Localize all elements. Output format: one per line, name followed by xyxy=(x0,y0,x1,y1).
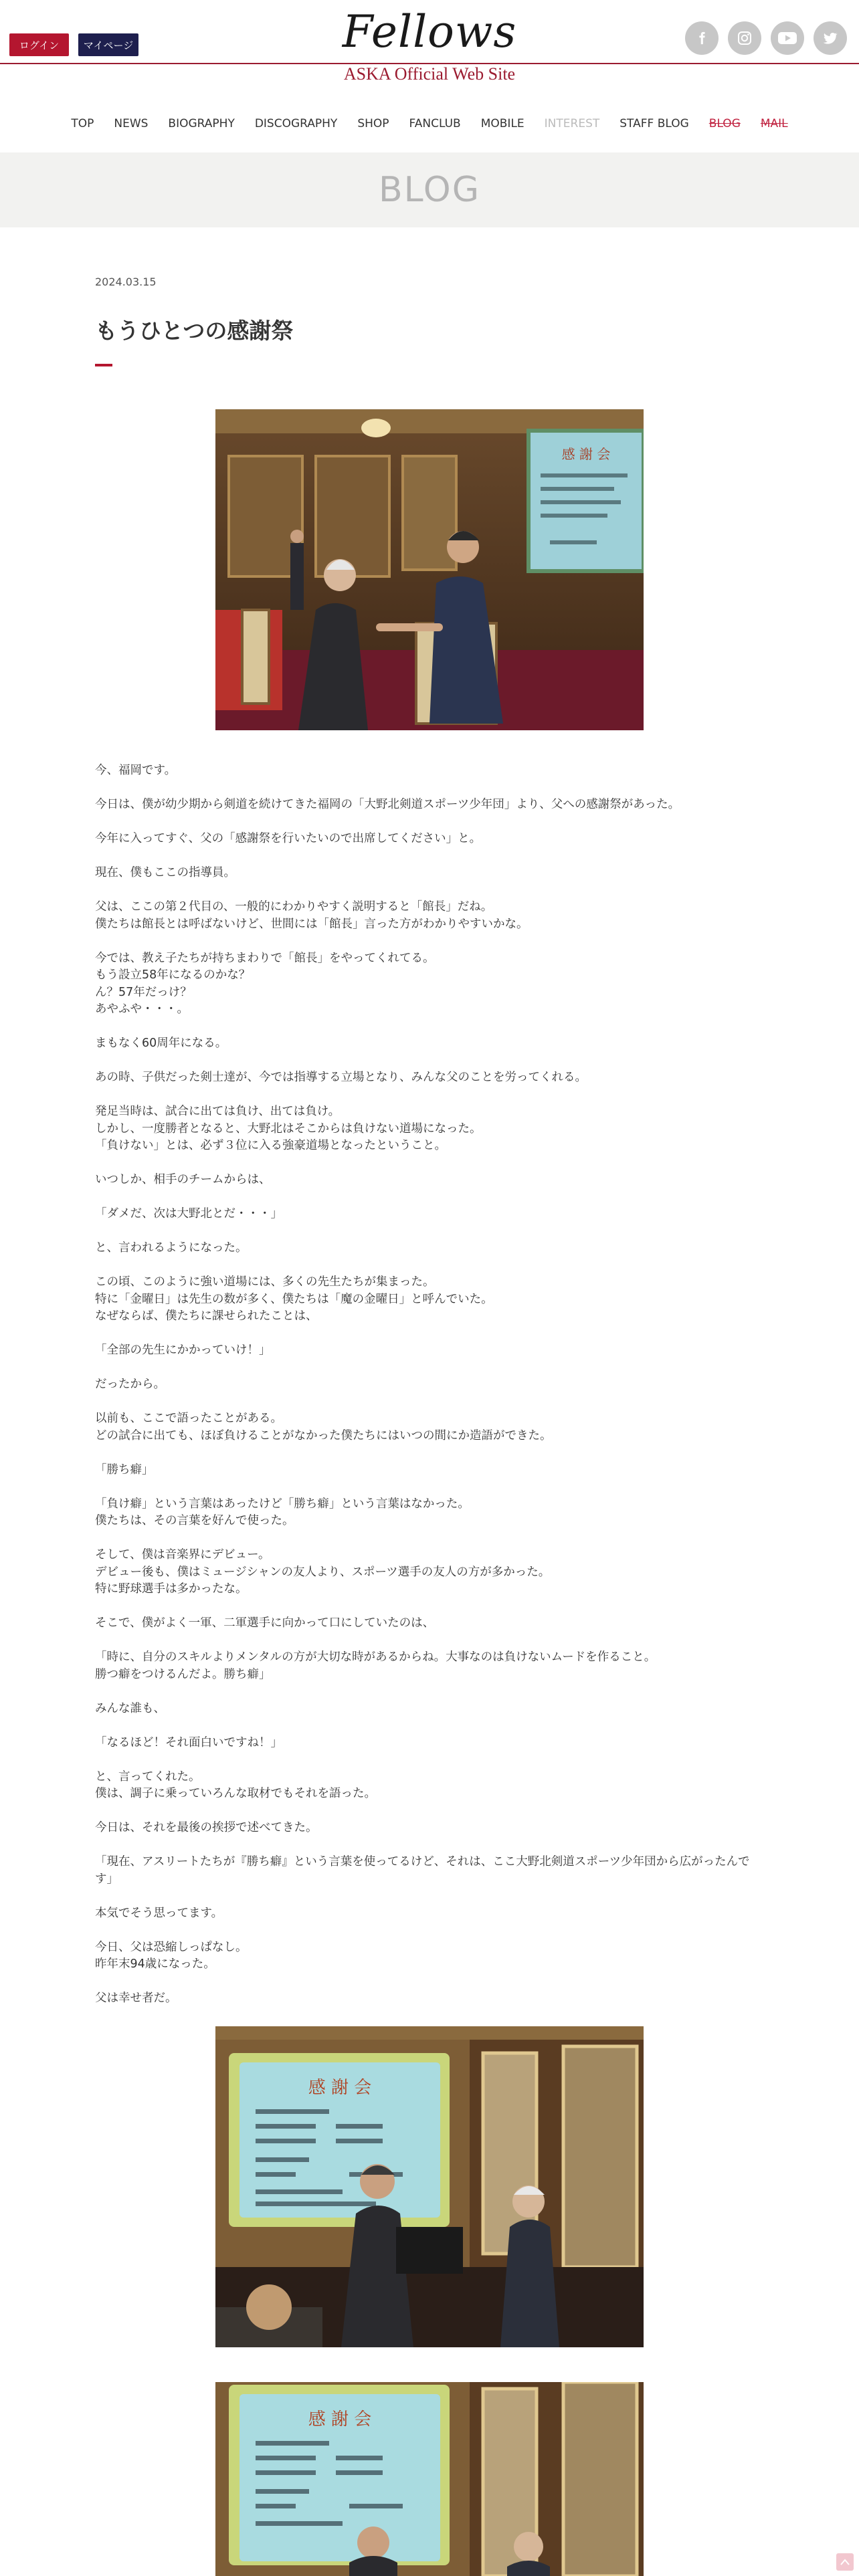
post-body xyxy=(95,762,764,2024)
main-nav xyxy=(0,114,859,134)
post-paragraph: 今年に入ってすぐ、父の「感謝祭を行いたいので出席してください」と。 xyxy=(95,832,482,845)
post-paragraph: 現在、僕もここの指導員。 xyxy=(95,866,235,879)
post-paragraph: 「なるほど！それ面白いですね！」 xyxy=(95,1735,282,1749)
post-paragraph: 今、福岡です。 xyxy=(95,764,177,777)
nav-item-blog[interactable]: BLOG xyxy=(708,117,741,130)
post-paragraph: 「ダメだ、次は大野北とだ・・・」 xyxy=(95,1207,282,1220)
twitter-icon[interactable] xyxy=(814,21,847,55)
page-title: BLOG xyxy=(378,170,480,210)
social-links xyxy=(685,21,847,55)
site-header xyxy=(0,0,859,84)
chevron-up-icon xyxy=(840,2559,850,2565)
post-photo-1 xyxy=(215,409,644,730)
login-button[interactable]: ログイン xyxy=(9,33,69,56)
post-title: もうひとつの感謝祭 xyxy=(95,318,294,344)
post-paragraph: 今では、教え子たちが持ちまわりで「館長」をやってくれてる。 もう設立58年になるのかな？ ん？57年だっけ？ あやふや・・・。 xyxy=(95,951,435,1016)
post-paragraph: だったから。 xyxy=(95,1378,165,1391)
post-paragraph: と、言われるようになった。 xyxy=(95,1241,248,1255)
post-paragraph: 今日は、僕が幼少期から剣道を続けてきた福岡の「大野北剣道スポーツ少年団」より、父への感謝祭があった。 xyxy=(95,798,680,811)
screen-title-1: 感 謝 会 xyxy=(561,446,611,462)
post-photo-3 xyxy=(215,2382,644,2576)
post-paragraph: まもなく60周年になる。 xyxy=(95,1037,227,1050)
mypage-button[interactable]: マイページ xyxy=(78,33,138,56)
account-buttons xyxy=(9,33,138,56)
post-paragraph: と、言ってくれた。 僕は、調子に乗っていろんな取材でもそれを語った。 xyxy=(95,1769,376,1800)
post-paragraph: 今日は、それを最後の挨拶で述べてきた。 xyxy=(95,1821,318,1834)
screen-title-3: 感 謝 会 xyxy=(308,2409,372,2430)
nav-item-discography[interactable]: DISCOGRAPHY xyxy=(254,117,338,130)
title-divider xyxy=(95,364,112,366)
instagram-icon[interactable] xyxy=(728,21,761,55)
post-paragraph: 父は、ここの第２代目の、一般的にわかりやすく説明すると「館長」だね。 僕たちは館長とは呼ばないけど、世間には「館長」言った方がわかりやすいかな。 xyxy=(95,900,529,931)
page-banner xyxy=(0,152,859,227)
nav-item-top[interactable]: TOP xyxy=(71,117,94,130)
nav-item-news[interactable]: NEWS xyxy=(114,117,149,130)
site-logo[interactable] xyxy=(308,6,551,84)
logo-subtitle: ASKA Official Web Site xyxy=(343,64,516,84)
post-paragraph: いつしか、相手のチームからは、 xyxy=(95,1173,271,1186)
nav-item-mobile[interactable]: MOBILE xyxy=(480,117,524,130)
post-paragraph: 「全部の先生にかかっていけ！」 xyxy=(95,1344,271,1357)
back-to-top-button[interactable] xyxy=(836,2553,854,2571)
logo-text: Fellows xyxy=(342,6,517,58)
nav-item-mail[interactable]: MAIL xyxy=(760,117,788,130)
facebook-icon[interactable] xyxy=(685,21,719,55)
nav-item-biography[interactable]: BIOGRAPHY xyxy=(168,117,235,130)
post-paragraph: そこで、僕がよく一軍、二軍選手に向かって口にしていたのは、 xyxy=(95,1616,435,1630)
post-paragraph: あの時、子供だった剣士達が、今では指導する立場となり、みんな父のことを労ってくれる。 xyxy=(95,1071,587,1084)
nav-item-shop[interactable]: SHOP xyxy=(357,117,389,130)
post-paragraph: 「時に、自分のスキルよりメンタルの方が大切な時があるからね。大事なのは負けないムードを作ること。 勝つ癖をつけるんだよ。勝ち癖」 xyxy=(95,1650,656,1681)
post-paragraph: 以前も、ここで語ったことがある。 どの試合に出ても、ほぼ負けることがなかった僕たちにはいつの間にか造語ができた。 xyxy=(95,1412,552,1442)
post-paragraph: みんな誰も、 xyxy=(95,1701,165,1715)
youtube-icon[interactable] xyxy=(771,21,804,55)
nav-item-fanclub[interactable]: FANCLUB xyxy=(409,117,461,130)
article-header xyxy=(95,274,764,366)
post-paragraph: 「負け癖」という言葉はあったけど「勝ち癖」という言葉はなかった。 僕たちは、その言葉を好んで使った。 xyxy=(95,1497,470,1527)
nav-item-staff-blog[interactable]: STAFF BLOG xyxy=(619,117,689,130)
post-paragraph: 「現在、アスリートたちが『勝ち癖』という言葉を使ってるけど、それは、ここ大野北剣道スポーツ少年団から広がったんです」 xyxy=(95,1855,750,1886)
post-paragraph: 本気でそう思ってます。 xyxy=(95,1906,223,1920)
post-paragraph: そして、僕は音楽界にデビュー。 デビュー後も、僕はミュージシャンの友人より、スポーツ選手の友人の方が多かった。 特に野球選手は多かったな。 xyxy=(95,1548,551,1596)
nav-item-interest: INTEREST xyxy=(544,117,600,130)
post-paragraph: 今日、父は恐縮しっぱなし。 昨年末94歳になった。 xyxy=(95,1940,248,1971)
post-paragraph: 父は幸せ者だ。 xyxy=(95,1992,177,2005)
post-paragraph: 発足当時は、試合に出ては負け、出ては負け。 しかし、一度勝者となると、大野北はそこからは負けない道場になった。 「負けない」とは、必ず３位に入る強豪道場となったということ。 xyxy=(95,1105,482,1152)
post-photo-2 xyxy=(215,2026,644,2347)
post-date: 2024.03.15 xyxy=(95,276,157,288)
screen-title-2: 感 謝 会 xyxy=(308,2078,372,2098)
post-paragraph: 「勝ち癖」 xyxy=(95,1463,154,1477)
post-paragraph: この頃、このように強い道場には、多くの先生たちが集まった。 特に「金曜日」は先生の数が多く、僕たちは「魔の金曜日」と呼んでいた。 なぜならば、僕たちに課せられたことは、 xyxy=(95,1275,493,1323)
